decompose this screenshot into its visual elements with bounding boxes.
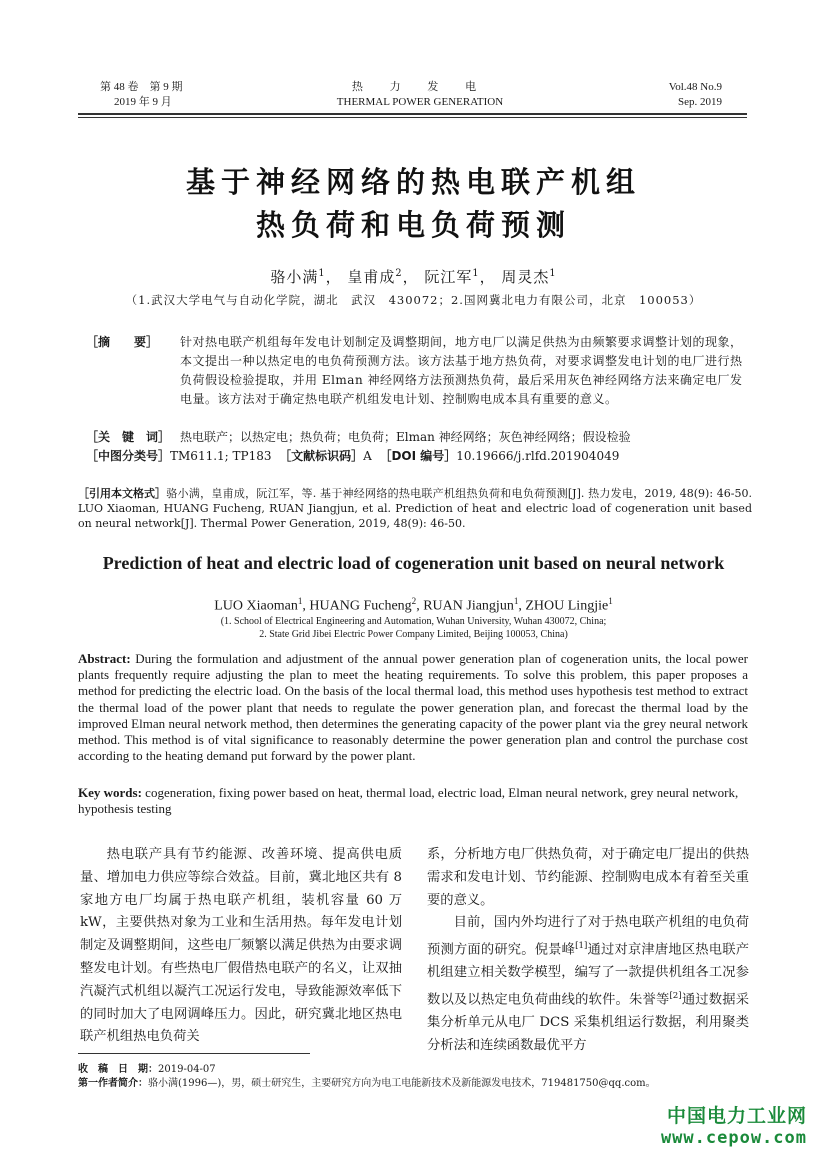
volume-issue: 第 48 卷 第 9 期: [100, 81, 183, 93]
citation-en: LUO Xiaoman, HUANG Fucheng, RUAN Jiangjun, et al. Prediction of heat and electric load of cogeneration unit based on neural network[J]. Thermal Power Generation, 2019, 48(9): 46-50.: [78, 502, 752, 530]
journal-name-cn: 热 力 发 电: [351, 81, 489, 93]
body-column-right: [427, 844, 749, 1058]
abstract-label: ［摘 要］: [86, 335, 159, 349]
english-author-list: LUO Xiaoman$^1$, HUANG Fucheng$^2$, RUAN Jiangjun$^1$, ZHOU Lingjie$^1$: [214, 596, 613, 614]
doi-label: ［DOI 编号］: [379, 449, 457, 463]
received-date: 收 稿 日 期：2019-04-07: [78, 1064, 216, 1075]
journal-name-en: THERMAL POWER GENERATION: [336, 96, 504, 108]
keywords-text: 热电联产；以热定电；热负荷；电负荷；Elman 神经网络；灰色神经网络；假设检验: [180, 430, 631, 444]
journal-issue-en: [600, 80, 722, 110]
body-paragraph: 系，分析地方电厂供热负荷，对于确定电厂提出的供热需求和发电计划、节约能源、控制购电成本有着至关重要的意义。: [427, 847, 749, 908]
affiliation: （1.武汉大学电气与自动化学院，湖北 武汉 430072；2.国网冀北电力有限公司，北京 100053）: [125, 293, 702, 307]
citation-cn: 骆小满，皇甫成，阮江军，等. 基于神经网络的热电联产机组热负荷和电负荷预测[J]. 热力发电，2019, 48(9): 46-50.: [166, 487, 752, 500]
volume-issue-en: Vol.48 No.9: [668, 81, 722, 93]
reference-mark: [1]: [575, 941, 588, 952]
issue-date-en: Sep. 2019: [678, 96, 722, 108]
author: 皇甫成: [347, 268, 396, 286]
watermark-site-name: 中国电力工业网: [666, 1105, 807, 1127]
citation-label: ［引用本文格式］: [78, 487, 166, 500]
doi-value: 10.19666/j.rlfd.201904049: [456, 449, 620, 463]
english-abstract-text: During the formulation and adjustment of the annual power generation plan of cogeneration units, the local power plants frequently require adjusting the plan to meet the heating requirements. To solve this problem, this paper proposes a method for predicting the electric load. On the basis of the local thermal load, this method uses hypothesis test method to extract the thermal load of the power plant that needs to regulate the power generation plan, and forecast the thermal load by the improved Elman neural network method, then determines the generating capacity of the power plant via the grey neural network method. This method is of vital significance to reasonably determine the power generation plan and control the purchase cost according to the heating demand put forward by the power plant.: [78, 651, 749, 764]
watermark-url: www.cepow.com: [660, 1128, 807, 1148]
body-paragraph: 目前，国内外均进行了对于热电联产机组的电负荷预测方面的研究。倪景峰[1]通过对京津唐地区热电联产机组建立相关数学模型，编写了一款提供机组各工况参数以及以热定电负荷曲线的软件。朱誉等[2]通过数据采集分析单元从电厂 DCS 采集机组运行数据，利用聚类分析法和连续函数最优平方: [427, 915, 749, 1054]
header-rule-thin: [78, 117, 747, 118]
author: 阮江军: [424, 268, 473, 286]
header-rule-thick: [78, 113, 747, 115]
footnote-rule: [78, 1053, 310, 1054]
english-title: Prediction of heat and electric load of cogeneration unit based on neural network: [102, 553, 725, 573]
english-affiliation: (1. School of Electrical Engineering and Automation, Wuhan University, Wuhan 430072, China; 2. State Grid Jibei Electric Power Company Limited, Beijing 100053, China): [220, 616, 607, 640]
classification-line: [86, 447, 756, 466]
first-author-bio: 第一作者简介：骆小满(1996—)，男，硕士研究生，主要研究方向为电工电能新技术及新能源发电技术，719481750@qq.com。: [78, 1078, 656, 1089]
journal-issue: [100, 80, 220, 110]
english-keywords: [78, 785, 748, 817]
reference-mark: [2]: [669, 991, 682, 1002]
author: 骆小满: [270, 268, 319, 286]
paper-title-line2: 热负荷和电负荷预测: [255, 208, 571, 242]
cls-label: ［中图分类号］: [86, 449, 171, 463]
keywords-label: ［关 键 词］: [86, 430, 171, 444]
body-column-left: [80, 844, 402, 1049]
english-abstract-label: Abstract:: [78, 651, 131, 666]
issue-date-cn: 2019 年 9 月: [114, 96, 172, 108]
citation-format: [78, 486, 752, 531]
english-abstract: [78, 651, 748, 764]
english-keywords-text: cogeneration, fixing power based on heat, thermal load, electric load, Elman neural network, grey neural network, hypothesis testing: [78, 785, 739, 817]
author-list: 骆小满$^1$， 皇甫成$^2$， 阮江军$^1$， 周灵杰$^1$: [270, 268, 557, 286]
abstract-text: 针对热电联产机组每年发电计划制定及调整期间，地方电厂以满足供热为由频繁要求调整计划的现象，本文提出一种以热定电的电负荷预测方法。该方法基于地方热负荷，对要求调整发电计划的电厂进行热负荷假设检验提取，并用 Elman 神经网络方法预测热负荷，最后采用灰色神经网络方法来确定电厂发电量。该方法对于确定热电联产机组发电计划、控制购电成本具有重要的意义。: [180, 335, 743, 406]
cls-value: TM611.1; TP183: [170, 449, 272, 463]
body-paragraph: 热电联产具有节约能源、改善环境、提高供电质量、增加电力供应等综合效益。目前，冀北地区共有 8 家地方电厂均属于热电联产机组，装机容量 60 万 kW，主要供热对象为工业和生活用热。每年发电计划制定及调整期间，这些电厂频繁以满足供热为由要求调整发电计划。有些热电厂假借热电联产的名义，让双抽汽凝汽式机组以凝汽工况运行发电，导致能源效率低下的同时加大了电网调峰压力。因此，研究冀北地区热电联产机组热电负荷关: [80, 847, 402, 1045]
paper-title-line1: 基于神经网络的热电联产机组: [185, 165, 641, 199]
author: 周灵杰: [501, 268, 550, 286]
doc-value: A: [363, 449, 372, 463]
journal-name: [300, 80, 540, 110]
english-keywords-label: Key words:: [78, 785, 142, 800]
doc-label: ［文献标识码］: [279, 449, 364, 463]
